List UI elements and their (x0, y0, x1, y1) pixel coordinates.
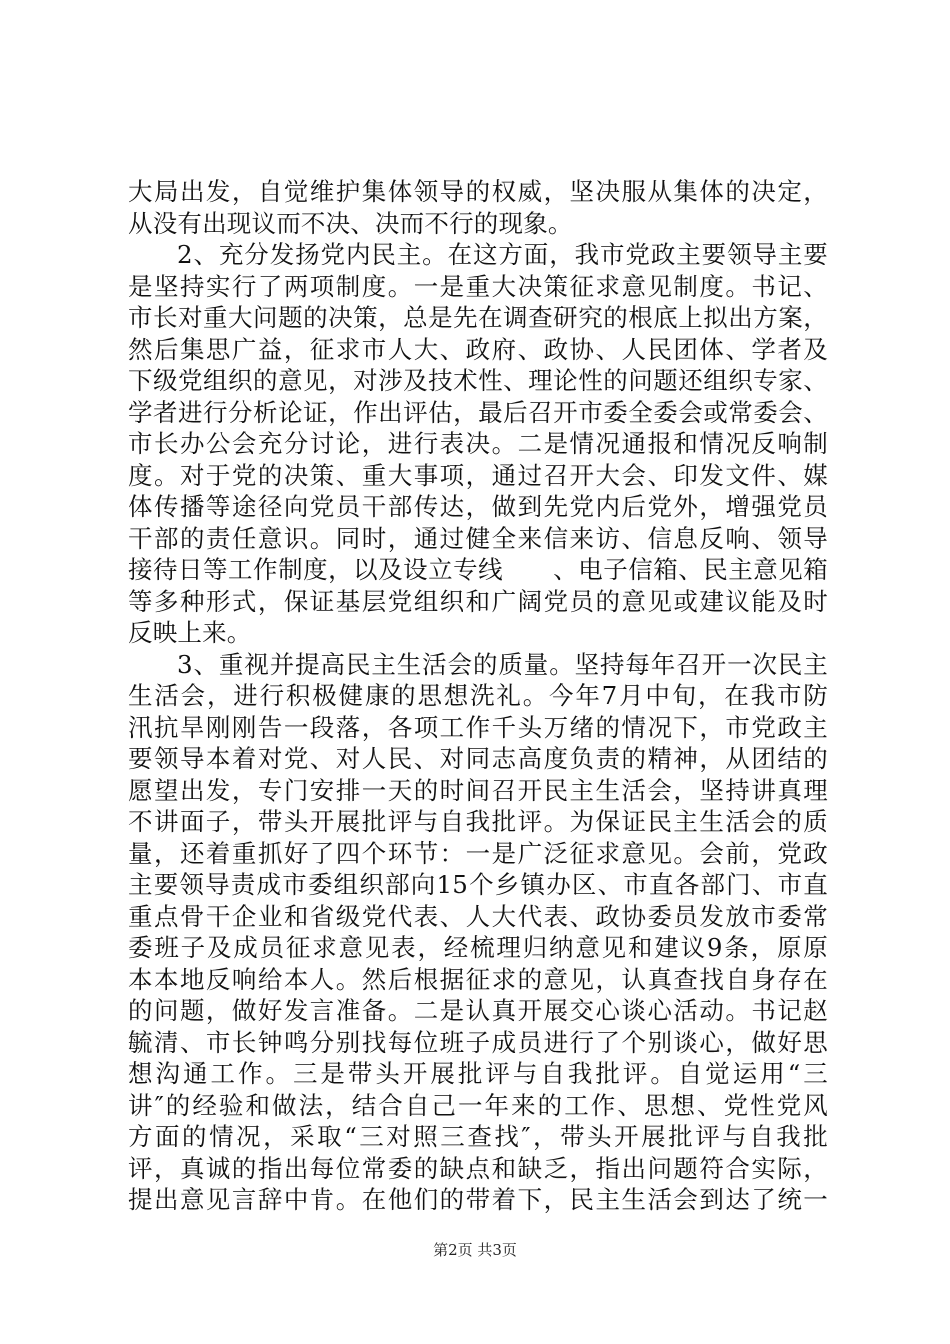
paragraph-start-line: 3、重视并提高民主生活会的质量。坚持每年召开一次民主 (177, 649, 828, 679)
text-line: 要领导本着对党、对人民、对同志高度负责的精神，从团结的 (128, 744, 828, 773)
text-line: 生活会，进行积极健康的思想洗礼。今年7月中旬，在我市防 (128, 681, 828, 710)
text-line: 学者进行分析论证，作出评估，最后召开市委全委会或常委会、 (128, 397, 828, 427)
text-line: 想沟通工作。三是带头开展批评与自我批评。自觉运用“三 (128, 1059, 828, 1088)
text-line: 讲″的经验和做法，结合自己一年来的工作、思想、党性党风 (128, 1090, 828, 1120)
text-line: 提出意见言辞中肯。在他们的带着下，民主生活会到达了统一 (128, 1185, 828, 1214)
text-line: 从没有出现议而不决、决而不行的现象。 (128, 208, 573, 238)
text-line: 下级党组织的意见，对涉及技术性、理论性的问题还组织专家、 (128, 366, 828, 395)
text-line: 主要领导责成市委组织部向15个乡镇办区、市直各部门、市直 (128, 870, 828, 899)
text-line: 然后集思广益，征求市人大、政府、政协、人民团体、学者及 (128, 334, 828, 364)
text-line: 汛抗旱刚刚告一段落，各项工作千头万绪的情况下，市党政主 (128, 712, 828, 742)
text-line: 接待日等工作制度，以及设立专线 、电子信箱、民主意见箱 (128, 555, 828, 584)
text-line: 体传播等途径向党员干部传达，做到先党内后党外，增强党员 (128, 492, 828, 521)
text-line: 委班子及成员征求意见表，经梳理归纳意见和建议9条，原原 (128, 933, 828, 962)
body-text (128, 176, 828, 1216)
text-line: 不讲面子，带头开展批评与自我批评。为保证民主生活会的质 (128, 807, 828, 836)
text-line: 是坚持实行了两项制度。一是重大决策征求意见制度。书记、 (128, 271, 828, 301)
text-line: 评，真诚的指出每位常委的缺点和缺乏，指出问题符合实际， (128, 1153, 828, 1183)
text-line: 毓清、市长钟鸣分别找每位班子成员进行了个别谈心，做好思 (128, 1027, 828, 1057)
text-line: 量，还着重抓好了四个环节：一是广泛征求意见。会前，党政 (128, 838, 828, 868)
text-line: 大局出发，自觉维护集体领导的权威，坚决服从集体的决定， (128, 177, 828, 206)
text-line: 等多种形式，保证基层党组织和广阔党员的意见或建议能及时 (128, 586, 828, 616)
page-footer: 第2页 共3页 (433, 1241, 517, 1259)
text-line: 的问题，做好发言准备。二是认真开展交心谈心活动。书记赵 (128, 996, 828, 1025)
text-line: 本本地反响给本人。然后根据征求的意见，认真查找自身存在 (128, 964, 828, 994)
text-line: 市长对重大问题的决策，总是先在调查研究的根底上拟出方案， (128, 303, 828, 332)
text-line: 干部的责任意识。同时，通过健全来信来访、信息反响、领导 (128, 523, 828, 553)
text-line: 方面的情况，采取“三对照三查找″，带头开展批评与自我批 (128, 1122, 828, 1151)
text-line: 度。对于党的决策、重大事项，通过召开大会、印发文件、媒 (128, 460, 828, 490)
text-line: 重点骨干企业和省级党代表、人大代表、政协委员发放市委常 (128, 901, 828, 931)
text-line: 市长办公会充分讨论，进行表决。二是情况通报和情况反响制 (128, 429, 828, 458)
text-line: 反映上来。 (128, 618, 252, 647)
paragraph-start-line: 2、充分发扬党内民主。在这方面，我市党政主要领导主要 (177, 240, 828, 269)
text-line: 愿望出发，专门安排一天的时间召开民主生活会，坚持讲真理 (128, 775, 828, 805)
